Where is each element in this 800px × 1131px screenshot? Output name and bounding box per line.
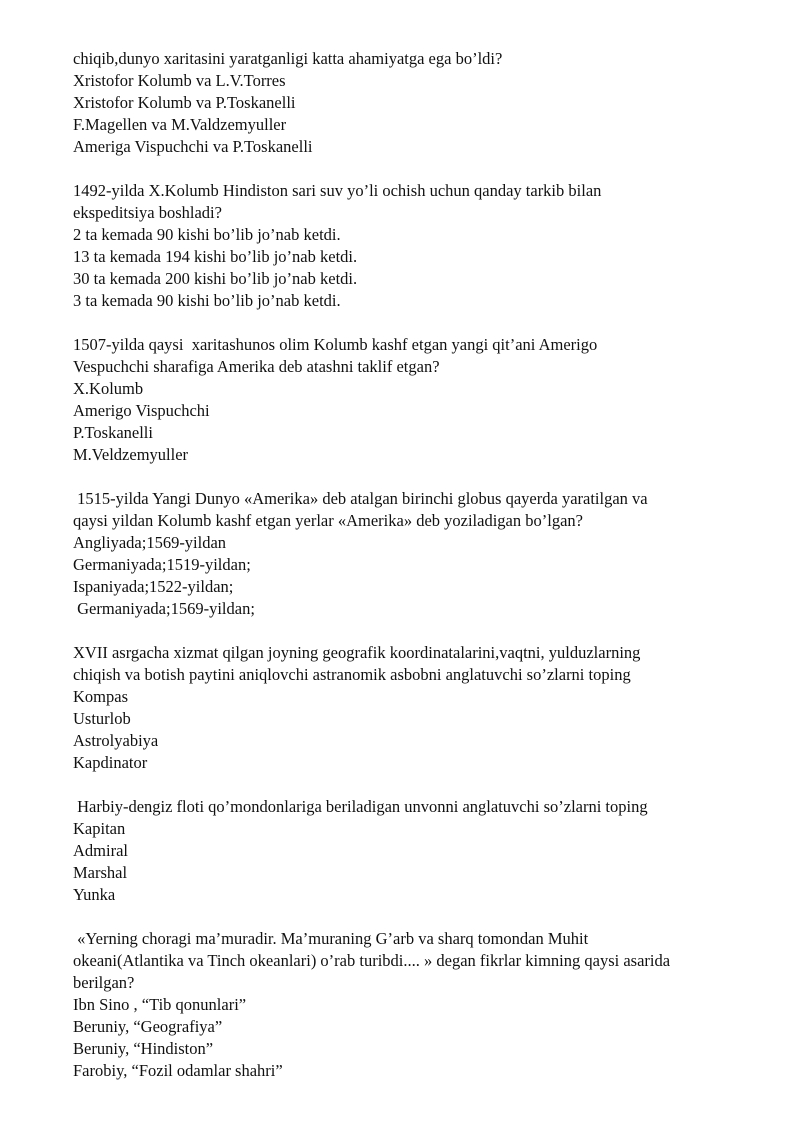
question-text: ekspeditsiya boshladi? <box>73 203 222 222</box>
question-text: qaysi yildan Kolumb kashf etgan yerlar «Amerika» deb yoziladigan bo’lgan? <box>73 511 583 530</box>
answer-option: Ispaniyada;1522-yildan; <box>73 577 234 596</box>
answer-option: Kapitan <box>73 819 126 838</box>
question-text: 1507-yilda qaysi xaritashunos olim Kolumb kashf etgan yangi qit’ani Amerigo <box>73 335 598 354</box>
question-text: XVII asrgacha xizmat qilgan joyning geografik koordinatalarini,vaqtni, yulduzlarning <box>73 643 641 662</box>
question-block <box>73 642 773 774</box>
question-text: chiqib,dunyo xaritasini yaratganligi katta ahamiyatga ega bo’ldi? <box>73 49 503 68</box>
question-text: chiqish va botish paytini aniqlovchi astranomik asbobni anglatuvchi so’zlarni toping <box>73 665 631 684</box>
answer-option: Admiral <box>73 841 128 860</box>
answer-option: M.Veldzemyuller <box>73 445 189 464</box>
answer-option: Ibn Sino , “Tib qonunlari” <box>73 995 247 1014</box>
document-page <box>73 48 773 1104</box>
question-block <box>73 928 773 1082</box>
answer-option: Yunka <box>73 885 116 904</box>
question-block <box>73 796 773 906</box>
answer-option: Germaniyada;1569-yildan; <box>73 599 255 618</box>
question-text: 1492-yilda X.Kolumb Hindiston sari suv yo’li ochish uchun qanday tarkib bilan <box>73 181 602 200</box>
answer-option: Kapdinator <box>73 753 148 772</box>
answer-option: Usturlob <box>73 709 131 728</box>
question-text: «Yerning choragi ma’muradir. Ma’muraning G’arb va sharq tomondan Muhit <box>73 929 589 948</box>
answer-option: Angliyada;1569-yildan <box>73 533 227 552</box>
question-text: 1515-yilda Yangi Dunyo «Amerika» deb atalgan birinchi globus qayerda yaratilgan va <box>73 489 648 508</box>
answer-option: Xristofor Kolumb va L.V.Torres <box>73 71 286 90</box>
question-text: okeani(Atlantika va Tinch okeanlari) o’rab turibdi.... » degan fikrlar kimning qaysi asarida <box>73 951 671 970</box>
answer-option: 2 ta kemada 90 kishi bo’lib jo’nab ketdi. <box>73 225 341 244</box>
question-block <box>73 48 773 158</box>
question-text: Harbiy-dengiz floti qo’mondonlariga beriladigan unvonni anglatuvchi so’zlarni toping <box>73 797 648 816</box>
answer-option: F.Magellen va M.Valdzemyuller <box>73 115 287 134</box>
answer-option: 30 ta kemada 200 kishi bo’lib jo’nab ketdi. <box>73 269 358 288</box>
question-text: Vespuchchi sharafiga Amerika deb atashni taklif etgan? <box>73 357 440 376</box>
answer-option: Ameriga Vispuchchi va P.Toskanelli <box>73 137 313 156</box>
answer-option: P.Toskanelli <box>73 423 153 442</box>
answer-option: Marshal <box>73 863 128 882</box>
answer-option: Beruniy, “Hindiston” <box>73 1039 214 1058</box>
answer-option: Kompas <box>73 687 128 706</box>
answer-option: 3 ta kemada 90 kishi bo’lib jo’nab ketdi. <box>73 291 341 310</box>
answer-option: Beruniy, “Geografiya” <box>73 1017 223 1036</box>
answer-option: Farobiy, “Fozil odamlar shahri” <box>73 1061 283 1080</box>
question-block <box>73 488 773 620</box>
question-block <box>73 180 773 312</box>
answer-option: X.Kolumb <box>73 379 144 398</box>
answer-option: 13 ta kemada 194 kishi bo’lib jo’nab ketdi. <box>73 247 358 266</box>
answer-option: Xristofor Kolumb va P.Toskanelli <box>73 93 296 112</box>
question-text: berilgan? <box>73 973 135 992</box>
answer-option: Astrolyabiya <box>73 731 159 750</box>
answer-option: Germaniyada;1519-yildan; <box>73 555 251 574</box>
question-block <box>73 334 773 466</box>
answer-option: Amerigo Vispuchchi <box>73 401 210 420</box>
